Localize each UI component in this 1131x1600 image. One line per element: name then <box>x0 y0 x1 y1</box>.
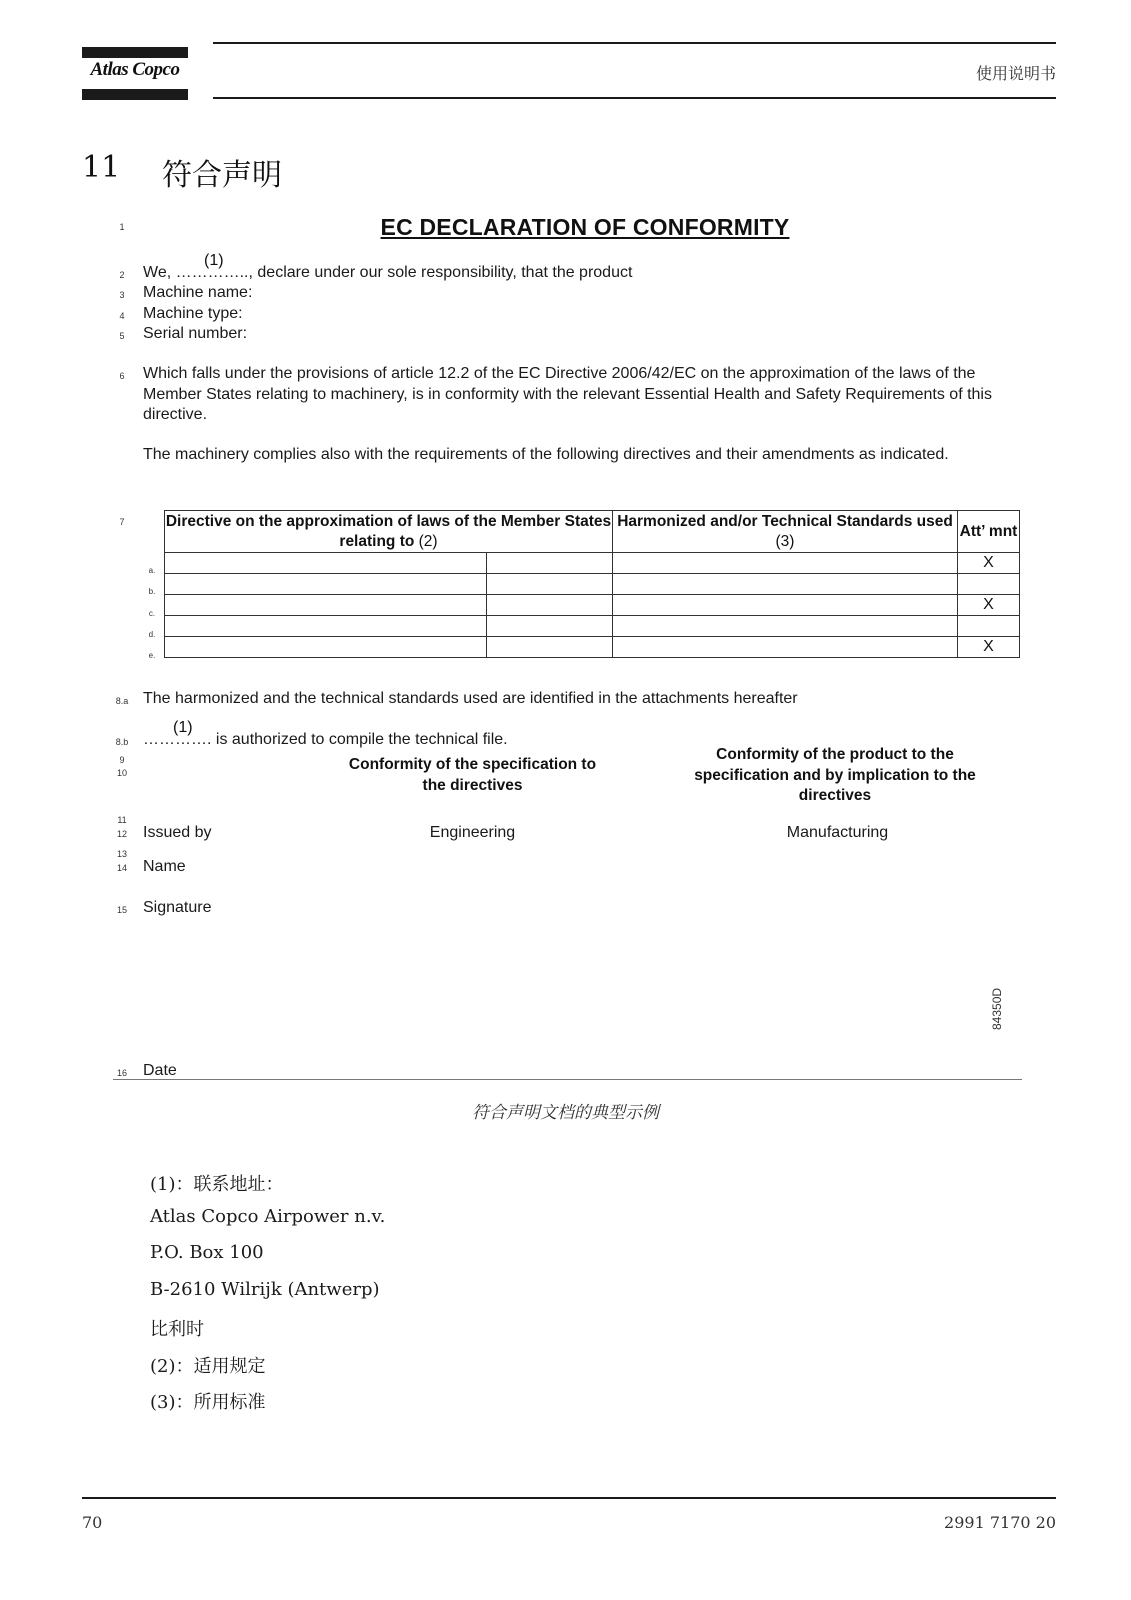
note-line: Atlas Copco Airpower n.v. <box>150 1206 386 1227</box>
authorized-suffix: is authorized to compile the technical file. <box>211 731 508 748</box>
document-number: 2991 7170 20 <box>944 1513 1056 1532</box>
note-line: (1)：联系地址： <box>150 1174 284 1195</box>
conformity-specification-heading: Conformity of the specification to the directives <box>348 756 597 794</box>
complies-text: The machinery complies also with the requirements of the following directives and their amendments as indicated. <box>143 446 949 463</box>
line-number: 8.a <box>115 696 129 706</box>
manufacturing-label: Manufacturing <box>786 824 889 841</box>
reference-3: (3) <box>775 532 795 550</box>
conformity-product-heading: Conformity of the product to the specification and by implication to the directives <box>694 746 976 804</box>
line-number: 12 <box>116 829 127 839</box>
line-number: 2 <box>119 270 125 280</box>
figure-caption: 符合声明文档的典型示例 <box>472 1103 659 1123</box>
section-title: 符合声明 <box>162 158 282 193</box>
line-number: 13 <box>116 849 127 859</box>
provisions-text: Which falls under the provisions of article 12.2 of the EC Directive 2006/42/EC on the approximation of the laws of the Member States relating to machinery, is in conformity with the relevant Essential Health and Safety Requirements of this directive. <box>143 365 992 423</box>
row-label: d. <box>148 630 156 639</box>
page-number: 70 <box>82 1513 103 1532</box>
line-number: 3 <box>119 290 125 300</box>
signature-label: Signature <box>143 899 212 916</box>
table-row <box>165 595 1020 616</box>
row-label: e. <box>148 651 156 660</box>
row-label: a. <box>148 566 156 575</box>
note-line: (2)：适用规定 <box>150 1356 266 1377</box>
identified-text: The harmonized and the technical standards used are identified in the attachments hereafter <box>143 690 798 707</box>
line-number: 11 <box>117 815 127 825</box>
row-label: c. <box>148 609 156 618</box>
authorized-dots: …………. <box>143 731 212 748</box>
directive-header-text: Directive on the approximation of laws of the Member States relating to <box>165 512 612 550</box>
reference-1: (1) <box>204 252 224 269</box>
table-row <box>165 637 1020 658</box>
line-number: 15 <box>116 905 127 915</box>
row-label: b. <box>148 587 156 596</box>
serial-number-label: Serial number: <box>143 325 248 342</box>
line-number: 9 <box>119 755 125 765</box>
line-number: 6 <box>119 371 125 381</box>
name-label: Name <box>143 858 186 875</box>
form-title: EC DECLARATION OF CONFORMITY <box>380 214 790 240</box>
machine-type-label: Machine type: <box>143 305 243 322</box>
we-prefix: We, <box>143 264 176 281</box>
attachment-mark <box>958 574 1020 595</box>
section-number: 11 <box>82 150 121 185</box>
line-number: 7 <box>119 517 125 527</box>
footer-rule <box>82 1497 1056 1499</box>
directives-table <box>164 510 1020 658</box>
table-row <box>165 616 1020 637</box>
figure-code: 84350D <box>990 987 1004 1030</box>
attachment-header: Att’ mnt <box>958 511 1020 553</box>
attachment-mark: X <box>958 637 1020 658</box>
date-label: Date <box>143 1062 177 1079</box>
attachment-mark <box>958 616 1020 637</box>
attachment-mark: X <box>958 553 1020 574</box>
machine-name-label: Machine name: <box>143 284 253 301</box>
line-number: 16 <box>116 1068 127 1078</box>
standards-header <box>613 511 958 553</box>
directive-header <box>165 511 613 553</box>
line-number: 5 <box>119 331 125 341</box>
line-number: 10 <box>116 768 127 778</box>
table-row <box>165 574 1020 595</box>
note-line: P.O. Box 100 <box>150 1242 264 1263</box>
line-number: 1 <box>119 222 125 232</box>
note-line: (3)：所用标准 <box>150 1392 266 1413</box>
line-number: 8.b <box>115 737 129 747</box>
reference-1: (1) <box>173 719 193 736</box>
authorized-line <box>143 730 508 751</box>
document-type: 使用说明书 <box>975 64 1056 83</box>
note-line: 比利时 <box>150 1319 204 1340</box>
we-dots: ………….. <box>175 264 249 281</box>
we-suffix: , declare under our sole responsibility, that the product <box>248 264 633 281</box>
table-row <box>165 553 1020 574</box>
line-number: 4 <box>119 311 125 321</box>
logo-text: Atlas Copco <box>90 59 180 80</box>
standards-header-text: Harmonized and/or Technical Standards used <box>617 512 953 530</box>
line-number: 14 <box>116 863 127 873</box>
attachment-mark: X <box>958 595 1020 616</box>
engineering-label: Engineering <box>429 824 516 841</box>
note-line: B-2610 Wilrijk (Antwerp) <box>150 1279 380 1300</box>
reference-2: (2) <box>418 532 438 550</box>
figure-bottom-rule <box>113 1079 1022 1080</box>
issued-by-label: Issued by <box>143 824 212 841</box>
